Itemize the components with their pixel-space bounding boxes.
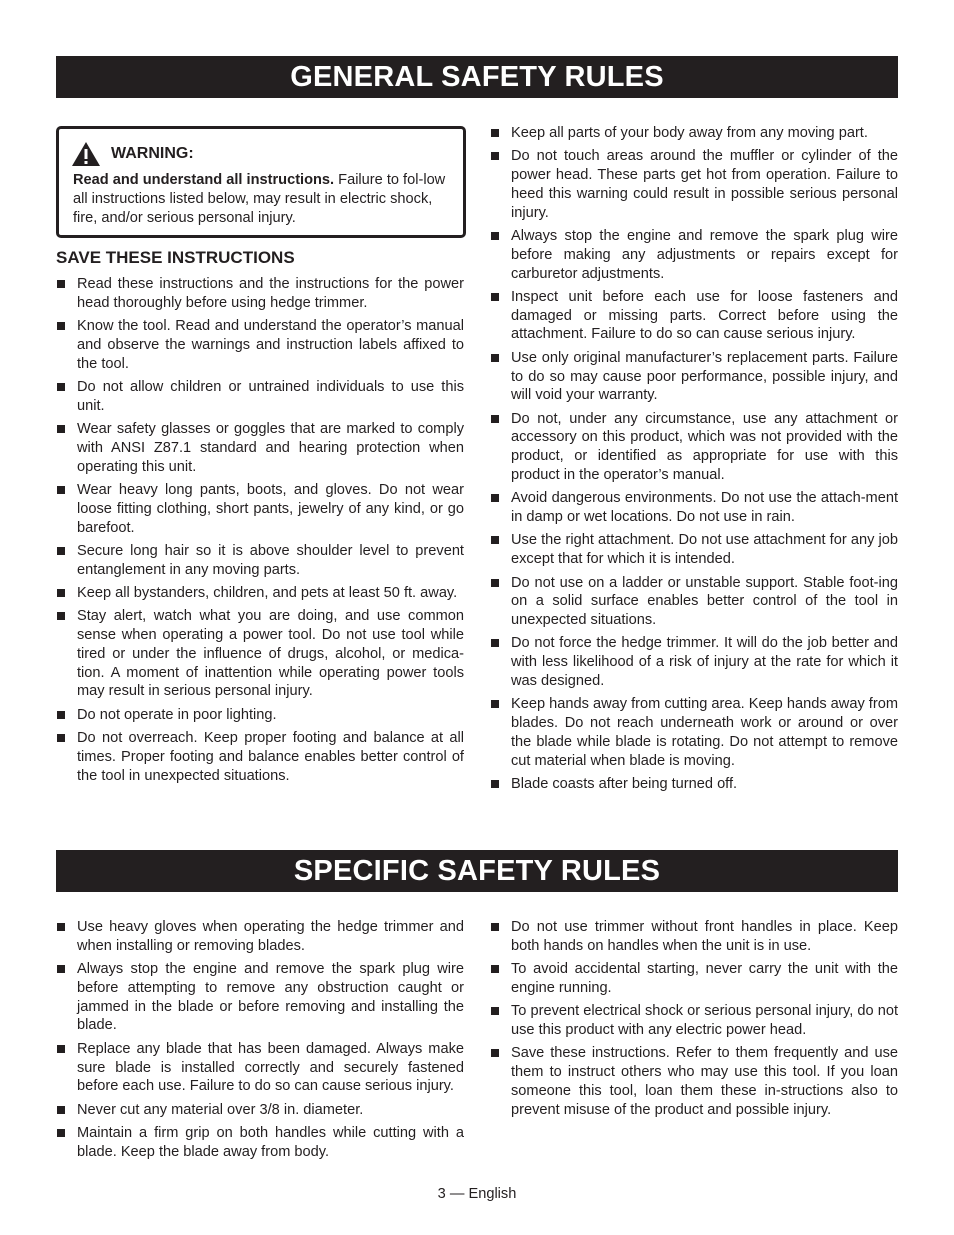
list-item-text: Never cut any material over 3/8 in. diameter. <box>77 1101 364 1118</box>
list-item-text: Wear safety glasses or goggles that are marked to comply with ANSI Z87.1 standard and hearing protection when operating this unit. <box>77 421 464 475</box>
warning-text <box>73 171 449 228</box>
list-item-text: Do not force the hedge trimmer. It will do the job better and with less likelihood of a risk of injury at the rate for which it was designed. <box>511 635 898 690</box>
list-item-text: Do not overreach. Keep proper footing and balance at all times. Proper footing and balance enables better control of the tool in unexpected situations. <box>77 730 464 784</box>
list-item <box>56 1040 464 1096</box>
square-bullet-icon <box>491 536 499 544</box>
list-item <box>490 531 898 569</box>
square-bullet-icon <box>57 589 65 597</box>
list-item <box>56 1124 464 1162</box>
square-bullet-icon <box>57 923 65 931</box>
list-item-text: Know the tool. Read and understand the operator’s manual and observe the warnings and instruction labels affixed to the tool. <box>77 318 464 372</box>
list-item <box>56 542 464 580</box>
list-item <box>490 288 898 344</box>
list-item <box>56 378 464 416</box>
list-item <box>56 918 464 956</box>
square-bullet-icon <box>491 700 499 708</box>
square-bullet-icon <box>491 415 499 423</box>
list-item-text: Use the right attachment. Do not use attachment for any job except that for which it is intended. <box>511 532 898 568</box>
warning-triangle-icon <box>71 141 101 167</box>
list-item-text: Keep hands away from cutting area. Keep hands away from blades. Do not reach underneath work or around or over the blade while blade is rotating. Do not attempt to remove cut material when blade is moving. <box>511 696 898 769</box>
square-bullet-icon <box>491 494 499 502</box>
list-item-text: Always stop the engine and remove the spark plug wire before attempting to remove any obstruction caught or jammed in the blade or before removing and installing the blade. <box>77 961 464 1034</box>
square-bullet-icon <box>57 280 65 288</box>
list-item-text: Do not use on a ladder or unstable support. Stable foot-ing on a solid surface enables better control of the tool in unexpected situations. <box>511 574 898 629</box>
list-item-text: Avoid dangerous environments. Do not use the attach-ment in damp or wet locations. Do not use in rain. <box>511 490 898 526</box>
general-safety-rules-banner: GENERAL SAFETY RULES <box>56 56 898 98</box>
list-item <box>490 695 898 770</box>
general-right-list <box>490 124 898 794</box>
list-item <box>56 960 464 1035</box>
square-bullet-icon <box>57 322 65 330</box>
list-item-text: Blade coasts after being turned off. <box>511 776 738 792</box>
list-item <box>56 729 464 785</box>
general-left-column <box>56 126 464 790</box>
warning-box <box>56 126 466 238</box>
general-left-list <box>56 275 464 785</box>
square-bullet-icon <box>57 1106 65 1114</box>
list-item-text: Keep all parts of your body away from any moving part. <box>511 125 868 141</box>
list-item <box>490 124 898 143</box>
list-item-text: Replace any blade that has been damaged. Always make sure blade is installed correctly and securely fastened before each use. Failure to do so can cause serious injury. <box>77 1040 464 1095</box>
list-item-text: Maintain a firm grip on both handles while cutting with a blade. Keep the blade away from body. <box>77 1124 464 1160</box>
save-instructions-heading: SAVE THESE INSTRUCTIONS <box>56 248 295 267</box>
list-item <box>56 1101 464 1120</box>
square-bullet-icon <box>491 1049 499 1057</box>
list-item <box>56 481 464 537</box>
list-item <box>490 1002 898 1040</box>
list-item-text: Do not operate in poor lighting. <box>77 706 277 723</box>
square-bullet-icon <box>57 612 65 620</box>
list-item <box>56 420 464 476</box>
list-item-text: Save these instructions. Refer to them frequently and use them to instruct others who may use this tool. If you loan someone this tool, loan them these in-structions also to prevent misuse of the product and possible injury. <box>511 1045 898 1118</box>
specific-right-column <box>490 918 898 1124</box>
list-item <box>490 147 898 222</box>
square-bullet-icon <box>491 965 499 973</box>
list-item <box>490 349 898 405</box>
square-bullet-icon <box>57 425 65 433</box>
list-item <box>490 918 898 956</box>
list-item-text: Secure long hair so it is above shoulder level to prevent entanglement in any moving parts. <box>77 542 464 578</box>
list-item <box>490 410 898 485</box>
square-bullet-icon <box>57 1129 65 1137</box>
square-bullet-icon <box>491 152 499 160</box>
list-item <box>490 960 898 998</box>
list-item-text: Do not touch areas around the muffler or cylinder of the power head. These parts get hot from operation. Failure to heed this warning could result in possible serious personal injury. <box>511 148 898 221</box>
list-item-text: To avoid accidental starting, never carry the unit with the engine running. <box>511 961 898 996</box>
square-bullet-icon <box>491 293 499 301</box>
square-bullet-icon <box>491 579 499 587</box>
list-item <box>490 227 898 283</box>
square-bullet-icon <box>491 1007 499 1015</box>
list-item <box>490 1044 898 1119</box>
square-bullet-icon <box>57 547 65 555</box>
square-bullet-icon <box>491 780 499 788</box>
list-item-text: Always stop the engine and remove the spark plug wire before making any adjustments or repairs except for carburetor adjustments. <box>511 227 898 282</box>
list-item-text: Keep all bystanders, children, and pets at least 50 ft. away. <box>77 584 458 601</box>
list-item-text: To prevent electrical shock or serious personal injury, do not use this product with any electric power head. <box>511 1003 898 1038</box>
list-item <box>56 275 464 313</box>
list-item <box>490 634 898 690</box>
specific-left-list <box>56 918 464 1162</box>
warning-header <box>71 137 449 171</box>
warning-body-text: Failure to fol-low all instructions listed below, may result in electric shock, fire, and/or serious personal injury. <box>73 172 446 226</box>
square-bullet-icon <box>57 734 65 742</box>
list-item <box>56 607 464 701</box>
square-bullet-icon <box>57 383 65 391</box>
list-item <box>490 775 898 794</box>
list-item-text: Do not use trimmer without front handles in place. Keep both hands on handles when the unit is in use. <box>511 919 898 954</box>
list-item-text: Stay alert, watch what you are doing, and use common sense when operating a power tool. Do not use tool while tired or under the influence of drugs, alcohol, or medica-tion. A moment of inattention while operating power tools may result in serious personal injury. <box>77 608 464 700</box>
list-item-text: Read these instructions and the instructions for the power head thoroughly before using hedge trimmer. <box>77 276 464 311</box>
list-item-text: Do not, under any circumstance, use any attachment or accessory on this product, which was not provided with the product, or identified as appropriate for use with this product in the operator’s manual. <box>511 410 898 484</box>
list-item-text: Use heavy gloves when operating the hedge trimmer and when installing or removing blades. <box>77 919 464 954</box>
list-item-text: Use only original manufacturer’s replacement parts. Failure to do so may cause poor performance, possible injury, and will void your warranty. <box>511 349 898 404</box>
warning-bold-text: Read and understand all instructions. <box>73 172 335 188</box>
square-bullet-icon <box>491 232 499 240</box>
square-bullet-icon <box>57 486 65 494</box>
square-bullet-icon <box>491 354 499 362</box>
square-bullet-icon <box>57 711 65 719</box>
square-bullet-icon <box>57 965 65 973</box>
page-footer: 3 — English <box>437 1186 517 1202</box>
list-item-text: Inspect unit before each use for loose fasteners and damaged or missing parts. Correct before using the attachment. Failure to do so can cause serious injury. <box>511 288 898 343</box>
warning-title: WARNING: <box>111 145 194 162</box>
square-bullet-icon <box>57 1045 65 1053</box>
list-item <box>56 584 464 603</box>
square-bullet-icon <box>491 129 499 137</box>
general-right-column <box>490 124 898 798</box>
square-bullet-icon <box>491 923 499 931</box>
list-item <box>56 317 464 373</box>
list-item <box>490 489 898 527</box>
square-bullet-icon <box>491 639 499 647</box>
list-item <box>490 574 898 630</box>
list-item <box>56 706 464 725</box>
list-item-text: Wear heavy long pants, boots, and gloves. Do not wear loose fitting clothing, short pants, jewelry of any kind, or go barefoot. <box>77 481 464 536</box>
list-item-text: Do not allow children or untrained individuals to use this unit. <box>77 378 464 414</box>
specific-right-list <box>490 918 898 1119</box>
specific-left-column <box>56 918 464 1166</box>
specific-safety-rules-banner: SPECIFIC SAFETY RULES <box>56 850 898 892</box>
